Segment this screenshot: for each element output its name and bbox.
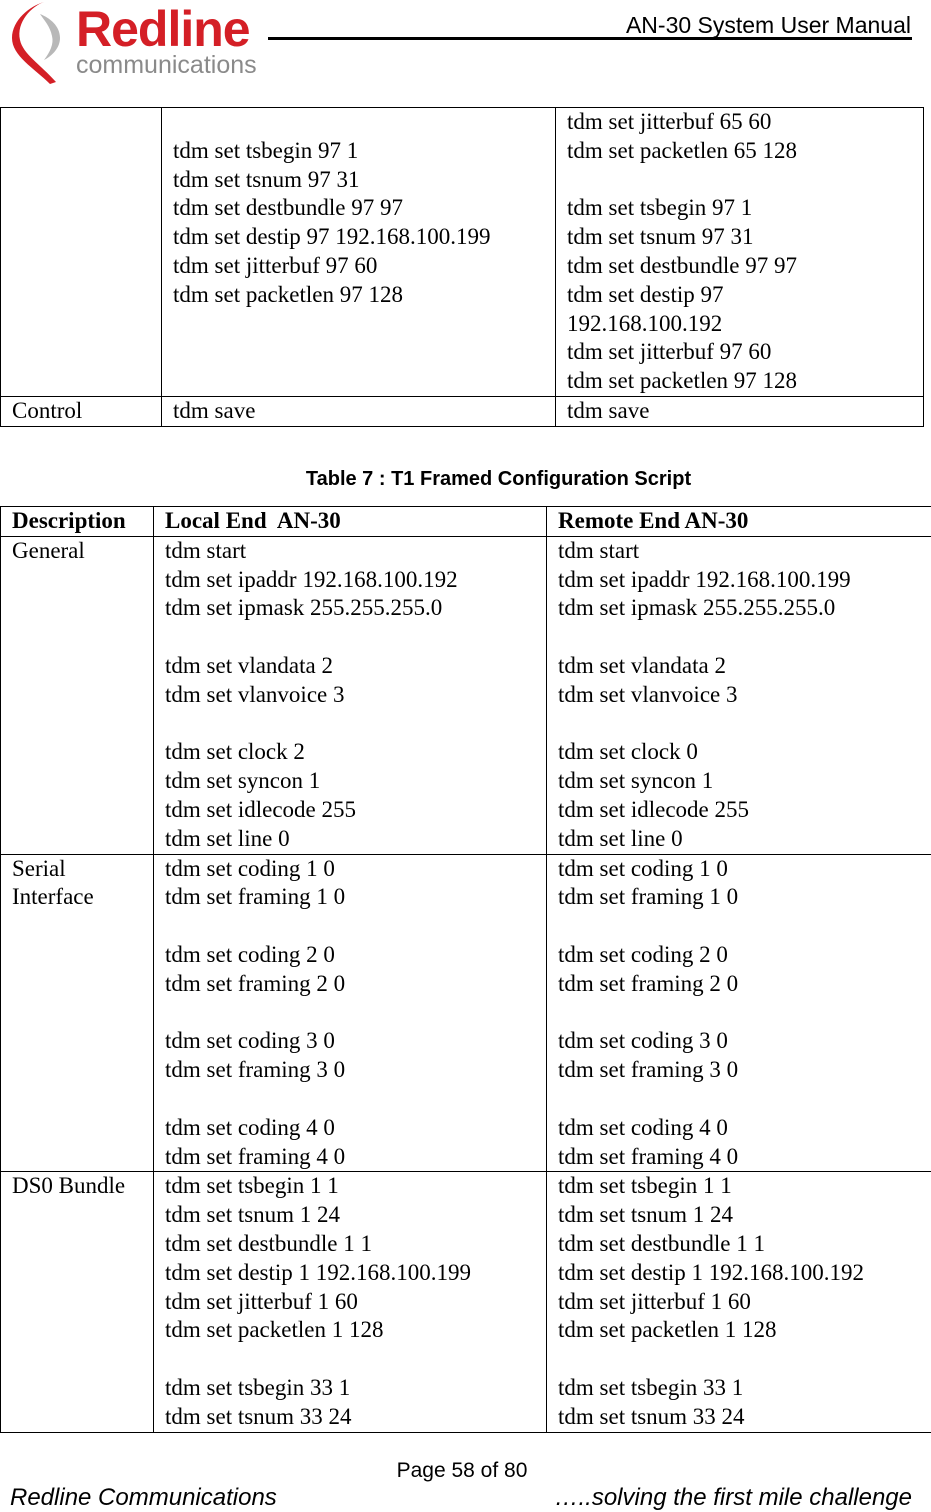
footer-tagline: …..solving the first mile challenge xyxy=(555,1484,913,1512)
row-label: DS0 Bundle xyxy=(1,1172,154,1432)
remote-commands: tdm set tsbegin 1 1 tdm set tsnum 1 24 tdm set destbundle 1 1 tdm set destip 1 192.168.100.192 tdm set jitterbuf 1 60 tdm set packetlen 1 128 tdm set tsbegin 33 1 tdm set tsnum 33 24 xyxy=(547,1172,931,1432)
t1-framed-config-table xyxy=(0,506,931,1433)
footer-company: Redline Communications xyxy=(10,1484,277,1512)
local-commands: tdm set coding 1 0 tdm set framing 1 0 tdm set coding 2 0 tdm set framing 2 0 tdm set coding 3 0 tdm set framing 3 0 tdm set coding 4 0 tdm set framing 4 0 xyxy=(154,854,547,1172)
row-label xyxy=(1,108,162,397)
table-caption: Table 7 : T1 Framed Configuration Script xyxy=(0,466,931,492)
remote-commands: tdm set jitterbuf 65 60 tdm set packetlen 65 128 tdm set tsbegin 97 1 tdm set tsnum 97 31 tdm set destbundle 97 97 tdm set destip 97 192.168.100.192 tdm set jitterbuf 97 60 tdm set packetlen 97 128 xyxy=(556,108,924,397)
row-label: Serial Interface xyxy=(1,854,154,1172)
remote-commands: tdm start tdm set ipaddr 192.168.100.199 tdm set ipmask 255.255.255.0 tdm set vlandata 2 tdm set vlanvoice 3 tdm set clock 0 tdm set syncon 1 tdm set idlecode 255 tdm set line 0 xyxy=(547,536,931,854)
table-row xyxy=(1,854,931,1172)
redline-swoosh-icon xyxy=(10,0,72,88)
logo-wordmark: Redline xyxy=(76,4,250,54)
local-commands: tdm start tdm set ipaddr 192.168.100.192 tdm set ipmask 255.255.255.0 tdm set vlandata 2 tdm set vlanvoice 3 tdm set clock 2 tdm set syncon 1 tdm set idlecode 255 tdm set line 0 xyxy=(154,536,547,854)
page-number: Page 58 of 80 xyxy=(0,1458,924,1484)
row-label: Control xyxy=(1,396,162,426)
redline-logo xyxy=(10,0,262,88)
col-header-local: Local End AN-30 xyxy=(154,507,547,537)
remote-commands: tdm set coding 1 0 tdm set framing 1 0 tdm set coding 2 0 tdm set framing 2 0 tdm set coding 3 0 tdm set framing 3 0 tdm set coding 4 0 tdm set framing 4 0 xyxy=(547,854,931,1172)
table-row xyxy=(1,396,924,426)
table-row xyxy=(1,108,924,397)
local-commands: tdm save xyxy=(162,396,556,426)
logo-subtitle: communications xyxy=(76,52,257,78)
remote-commands: tdm save xyxy=(556,396,924,426)
table-row xyxy=(1,536,931,854)
page-header xyxy=(0,0,931,92)
col-header-description: Description xyxy=(1,507,154,537)
table-header-row xyxy=(1,507,931,537)
local-commands: tdm set tsbegin 1 1 tdm set tsnum 1 24 tdm set destbundle 1 1 tdm set destip 1 192.168.100.199 tdm set jitterbuf 1 60 tdm set packetlen 1 128 tdm set tsbegin 33 1 tdm set tsnum 33 24 xyxy=(154,1172,547,1432)
manual-title: AN-30 System User Manual xyxy=(626,12,911,38)
table-row xyxy=(1,1172,931,1432)
row-label: General xyxy=(1,536,154,854)
continued-config-table xyxy=(0,107,924,427)
local-commands: tdm set tsbegin 97 1 tdm set tsnum 97 31 tdm set destbundle 97 97 tdm set destip 97 192.168.100.199 tdm set jitterbuf 97 60 tdm set packetlen 97 128 xyxy=(162,108,556,397)
col-header-remote: Remote End AN-30 xyxy=(547,507,931,537)
